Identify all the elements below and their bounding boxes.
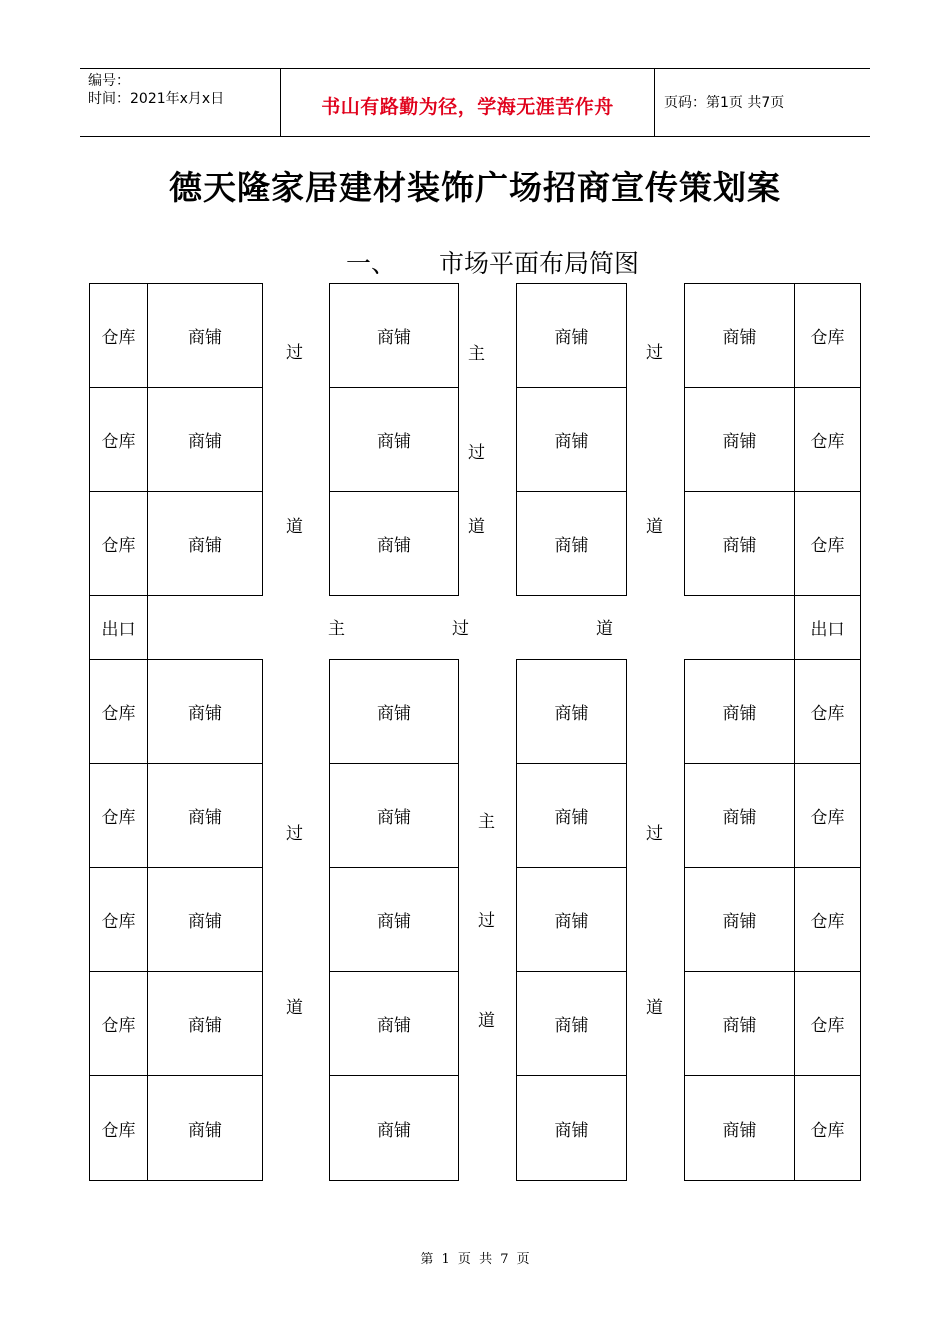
shop-cell: 商铺 (684, 491, 795, 596)
aisle-label-dao: 道 (286, 998, 303, 1018)
shop-cell: 商铺 (329, 1075, 459, 1181)
shop-cell: 商铺 (147, 659, 263, 764)
page-footer (0, 1248, 950, 1267)
warehouse-cell: 仓库 (89, 867, 148, 972)
footer-total-pages: 7 (500, 1252, 509, 1267)
warehouse-cell: 仓库 (89, 283, 148, 388)
warehouse-cell: 仓库 (89, 491, 148, 596)
section-number: 一、 (346, 249, 397, 278)
aisle-label-dao: 道 (286, 517, 303, 537)
shop-cell: 商铺 (329, 867, 459, 972)
section-title: 市场平面布局简图 (439, 249, 640, 278)
document-header (80, 68, 870, 137)
footer-page-number: 1 (441, 1252, 450, 1267)
warehouse-cell: 仓库 (89, 387, 148, 492)
shop-cell: 商铺 (329, 763, 459, 868)
footer-total-prefix: 共 (479, 1252, 493, 1267)
shop-cell: 商铺 (329, 283, 459, 388)
shop-cell: 商铺 (329, 971, 459, 1076)
document-time-label: 时间：2021年x月x日 (88, 91, 225, 107)
header-motto: 书山有路勤为径，学海无涯苦作舟 (321, 96, 614, 118)
shop-cell: 商铺 (329, 491, 459, 596)
document-number-label: 编号： (88, 73, 130, 89)
shop-cell: 商铺 (684, 387, 795, 492)
shop-cell: 商铺 (684, 867, 795, 972)
shop-cell: 商铺 (684, 283, 795, 388)
shop-cell: 商铺 (516, 283, 627, 388)
shop-cell: 商铺 (147, 283, 263, 388)
warehouse-cell: 仓库 (794, 659, 861, 764)
shop-cell: 商铺 (516, 971, 627, 1076)
aisle-label-zhu: 主 (478, 812, 495, 832)
shop-cell: 商铺 (329, 387, 459, 492)
aisle-label-guo: 过 (286, 824, 303, 844)
shop-cell: 商铺 (147, 763, 263, 868)
warehouse-cell: 仓库 (89, 659, 148, 764)
aisle-label-dao: 道 (646, 998, 663, 1018)
footer-page-unit: 页 (457, 1252, 471, 1267)
shop-cell: 商铺 (516, 1075, 627, 1181)
main-aisle-label-zhu: 主 (328, 619, 345, 639)
warehouse-cell: 仓库 (794, 387, 861, 492)
shop-cell: 商铺 (684, 971, 795, 1076)
warehouse-cell: 仓库 (89, 971, 148, 1076)
aisle-label-guo: 过 (478, 911, 495, 931)
shop-cell: 商铺 (684, 1075, 795, 1181)
shop-cell: 商铺 (147, 1075, 263, 1181)
aisle-label-dao: 道 (468, 517, 485, 537)
warehouse-cell: 仓库 (794, 971, 861, 1076)
exit-cell-left: 出口 (89, 595, 148, 660)
shop-cell: 商铺 (516, 659, 627, 764)
shop-cell: 商铺 (147, 971, 263, 1076)
shop-cell: 商铺 (147, 387, 263, 492)
warehouse-cell: 仓库 (794, 283, 861, 388)
shop-cell: 商铺 (516, 867, 627, 972)
warehouse-cell: 仓库 (89, 1075, 148, 1181)
header-right-cell (654, 69, 870, 136)
document-title: 德天隆家居建材装饰广场招商宣传策划案 (169, 168, 781, 207)
warehouse-cell: 仓库 (794, 491, 861, 596)
main-aisle-label-guo: 过 (452, 619, 469, 639)
main-aisle-label-dao: 道 (596, 619, 613, 639)
shop-cell: 商铺 (516, 491, 627, 596)
shop-cell: 商铺 (684, 763, 795, 868)
warehouse-cell: 仓库 (89, 763, 148, 868)
footer-prefix: 第 (420, 1252, 434, 1267)
header-left-cell (80, 69, 280, 136)
aisle-label-zhu: 主 (468, 344, 485, 364)
shop-cell: 商铺 (329, 659, 459, 764)
shop-cell: 商铺 (516, 763, 627, 868)
warehouse-cell: 仓库 (794, 867, 861, 972)
shop-cell: 商铺 (516, 387, 627, 492)
aisle-label-guo: 过 (286, 343, 303, 363)
main-aisle-bottom-edge-guide (147, 659, 795, 660)
aisle-label-dao: 道 (478, 1011, 495, 1031)
footer-total-unit: 页 (516, 1252, 530, 1267)
aisle-label-guo: 过 (646, 824, 663, 844)
page-indicator: 页码：第1页 共7页 (664, 95, 785, 111)
aisle-label-guo: 过 (468, 443, 485, 463)
shop-cell: 商铺 (684, 659, 795, 764)
header-middle-cell (280, 69, 655, 136)
warehouse-cell: 仓库 (794, 1075, 861, 1181)
aisle-label-dao: 道 (646, 517, 663, 537)
warehouse-cell: 仓库 (794, 763, 861, 868)
shop-cell: 商铺 (147, 491, 263, 596)
exit-cell-right: 出口 (794, 595, 861, 660)
aisle-label-guo: 过 (646, 343, 663, 363)
shop-cell: 商铺 (147, 867, 263, 972)
